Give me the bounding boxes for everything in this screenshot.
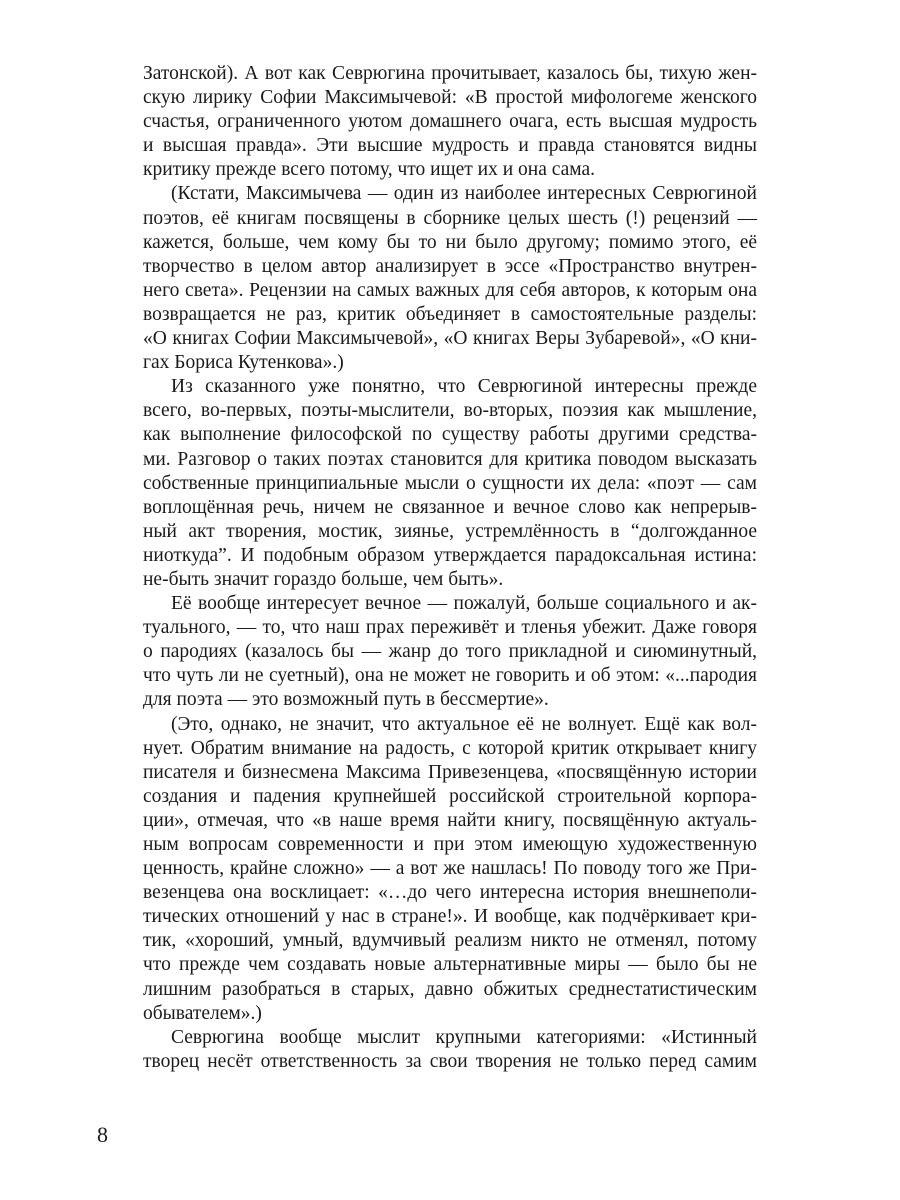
text-line: гах Бориса Кутенкова».) bbox=[143, 352, 344, 374]
text-line: создания и падения крупнейшей российской строительной корпора- bbox=[143, 785, 757, 807]
text-line: Севрюгина вообще мыслит крупными категориями: «Истинный bbox=[171, 1026, 757, 1048]
text-line: собственные принципиальные мысли о сущности их дела: «поэт — сам bbox=[143, 472, 757, 494]
text-line: (Кстати, Максимычева — один из наиболее интересных Севрюгиной bbox=[171, 183, 757, 205]
text-line: ный акт творения, мостик, зиянье, устремлённость в “долгожданное bbox=[143, 520, 757, 542]
text-line: Её вообще интересует вечное — пожалуй, больше социального и ак- bbox=[171, 593, 757, 615]
text-line: тических отношений у нас в стране!». И вообще, как подчёркивает кри- bbox=[143, 906, 757, 928]
text-line: для поэта — это возможный путь в бессмертие». bbox=[143, 689, 549, 711]
page-number: 8 bbox=[97, 1122, 108, 1147]
text-line: воплощённая речь, ничем не связанное и вечное слово как непрерыв- bbox=[143, 496, 757, 518]
page-body bbox=[143, 62, 757, 1074]
text-line: критику прежде всего потому, что ищет их и она сама. bbox=[143, 159, 596, 181]
text-line: обывателем».) bbox=[143, 1002, 262, 1024]
text-line: «О книгах Софии Максимычевой», «О книгах Веры Зубаревой», «О кни- bbox=[143, 328, 757, 350]
text-line: туального, — то, что наш прах переживёт и тленья убежит. Даже говоря bbox=[143, 617, 757, 639]
text-line: как выполнение философской по существу работы другими средства- bbox=[143, 424, 757, 446]
text-line: не-быть значит гораздо больше, чем быть». bbox=[143, 568, 504, 590]
text-line: счастья, ограниченного уютом домашнего очага, есть высшая мудрость bbox=[143, 111, 757, 133]
text-line: Затонской). А вот как Севрюгина прочитывает, казалось бы, тихую жен- bbox=[143, 63, 757, 84]
text-line: ции», отмечая, что «в наше время найти книгу, посвящённую актуаль- bbox=[143, 809, 757, 831]
text-line: нует. Обратим внимание на радость, с которой критик открывает книгу bbox=[143, 737, 757, 759]
text-line: творчество в целом автор анализирует в эссе «Пространство внутрен- bbox=[143, 255, 757, 277]
text-line: (Это, однако, не значит, что актуальное её не волнует. Ещё как вол- bbox=[171, 713, 757, 735]
text-line: скую лирику Софии Максимычевой: «В простой мифологеме женского bbox=[143, 87, 757, 109]
text-line: творец несёт ответственность за свои творения не только перед самим bbox=[143, 1050, 757, 1072]
text-line: кажется, больше, чем кому бы то ни было другому; помимо этого, её bbox=[143, 231, 757, 253]
text-line: ным вопросам современности и при этом имеющую художественную bbox=[143, 834, 757, 855]
text-line: везенцева она восклицает: «…до чего интересна история внешнепoли- bbox=[143, 882, 757, 904]
text-line: писателя и бизнесмена Максима Привезенцева, «посвящённую истории bbox=[143, 761, 757, 783]
text-line: него света». Рецензии на самых важных для себя авторов, к которым она bbox=[143, 279, 757, 301]
text-line: что прежде чем создавать новые альтернативные миры — было бы не bbox=[143, 954, 757, 976]
text-line: ми. Разговор о таких поэтах становится для критика поводом высказать bbox=[143, 448, 757, 470]
text-line: Из сказанного уже понятно, что Севрюгиной интересны прежде bbox=[171, 376, 757, 398]
text-line: ниоткуда”. И подобным образом утверждается парадоксальная истина: bbox=[143, 544, 757, 566]
text-line: о пародиях (казалось бы — жанр до того прикладной и сиюминутный, bbox=[143, 641, 757, 663]
text-line: всего, во-первых, поэты-мыслители, во-вторых, поэзия как мышление, bbox=[143, 400, 757, 422]
text-line: лишним разобраться в старых, давно обжитых среднестатистическим bbox=[143, 978, 757, 1000]
text-line: поэтов, её книгам посвящены в сборнике целых шесть (!) рецензий — bbox=[143, 207, 757, 229]
text-line: тик, «хороший, умный, вдумчивый реализм никто не отменял, потому bbox=[143, 930, 757, 952]
text-line: и высшая правда». Эти высшие мудрость и правда становятся видны bbox=[143, 135, 757, 157]
text-line: что чуть ли не суетный), она не может не говорить и об этом: «...пародия bbox=[143, 665, 757, 687]
text-line: ценность, крайне сложно» — а вот же нашлась! По поводу того же При- bbox=[143, 858, 757, 880]
text-line: возвращается не раз, критик объединяет в самостоятельные разделы: bbox=[143, 303, 757, 325]
